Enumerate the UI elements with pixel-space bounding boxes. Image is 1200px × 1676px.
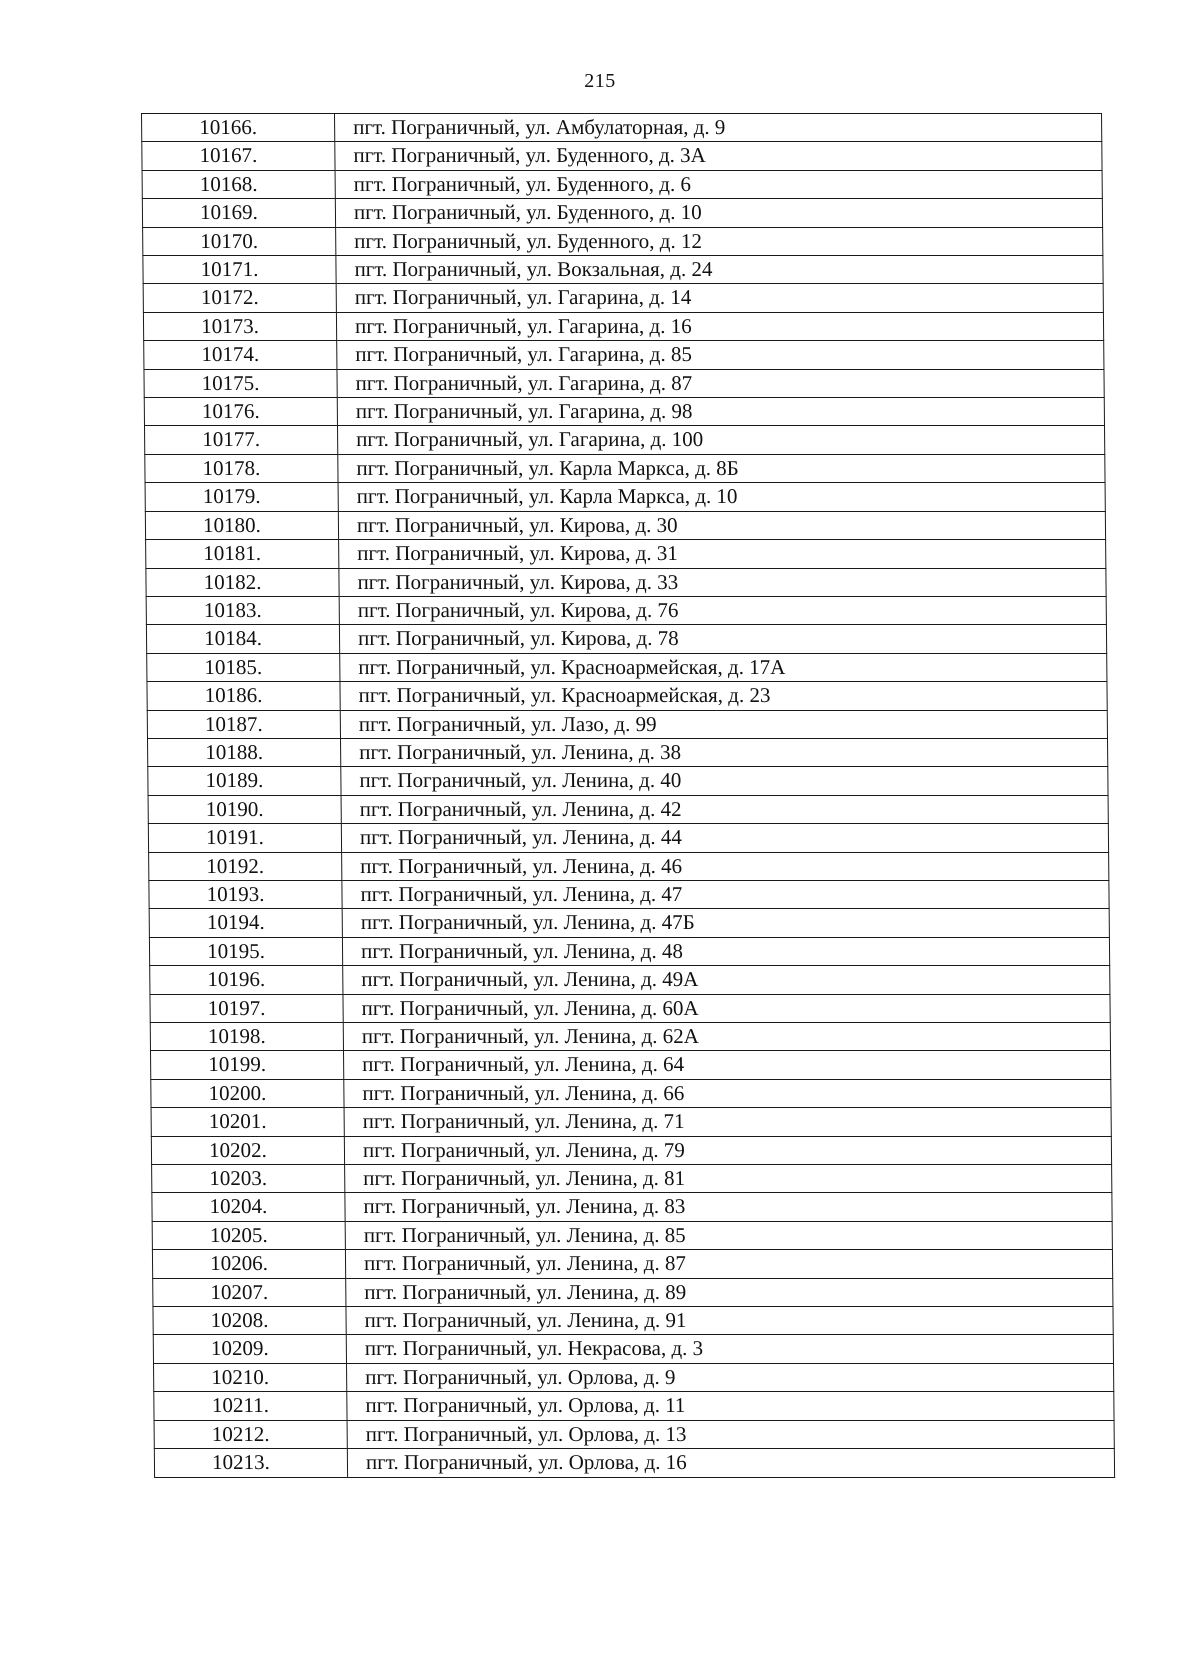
- row-number-cell: 10186.: [147, 682, 340, 710]
- row-number-cell: 10189.: [148, 767, 341, 795]
- table-row: [154, 1392, 1114, 1420]
- address-cell: пгт. Пограничный, ул. Орлова, д. 9: [347, 1363, 1114, 1391]
- address-cell: пгт. Пограничный, ул. Гагарина, д. 100: [338, 426, 1105, 454]
- row-number-cell: 10200.: [151, 1079, 344, 1107]
- table-row: [145, 426, 1105, 454]
- table-row: [149, 852, 1109, 880]
- row-number-cell: 10174.: [144, 341, 337, 369]
- row-number-cell: 10172.: [143, 284, 336, 312]
- address-cell: пгт. Пограничный, ул. Ленина, д. 47Б: [342, 909, 1109, 937]
- address-cell: пгт. Пограничный, ул. Ленина, д. 87: [345, 1250, 1112, 1278]
- address-cell: пгт. Пограничный, ул. Гагарина, д. 87: [337, 369, 1104, 397]
- address-cell: пгт. Пограничный, ул. Карла Маркса, д. 8Б: [338, 454, 1105, 482]
- row-number-cell: 10208.: [153, 1307, 346, 1335]
- table-row: [142, 170, 1102, 198]
- address-cell: пгт. Пограничный, ул. Гагарина, д. 85: [337, 341, 1104, 369]
- address-cell: пгт. Пограничный, ул. Кирова, д. 78: [339, 625, 1106, 653]
- row-number-cell: 10197.: [150, 994, 343, 1022]
- table-row: [153, 1335, 1113, 1363]
- table-row: [145, 454, 1105, 482]
- row-number-cell: 10196.: [150, 966, 343, 994]
- address-table-container: [141, 113, 1115, 1478]
- address-cell: пгт. Пограничный, ул. Карла Маркса, д. 10: [338, 483, 1105, 511]
- table-row: [146, 596, 1106, 624]
- row-number-cell: 10205.: [152, 1221, 345, 1249]
- table-row: [143, 312, 1103, 340]
- table-row: [153, 1278, 1113, 1306]
- table-row: [152, 1250, 1112, 1278]
- table-row: [146, 568, 1106, 596]
- address-cell: пгт. Пограничный, ул. Буденного, д. 3А: [335, 142, 1102, 170]
- address-table-body: [142, 114, 1115, 1478]
- address-cell: пгт. Пограничный, ул. Амбулаторная, д. 9: [335, 114, 1102, 142]
- table-row: [147, 710, 1107, 738]
- table-row: [147, 653, 1107, 681]
- row-number-cell: 10178.: [145, 454, 338, 482]
- row-number-cell: 10169.: [142, 199, 335, 227]
- row-number-cell: 10195.: [149, 937, 342, 965]
- address-cell: пгт. Пограничный, ул. Ленина, д. 71: [344, 1108, 1111, 1136]
- row-number-cell: 10212.: [154, 1420, 347, 1448]
- table-row: [145, 483, 1105, 511]
- row-number-cell: 10181.: [146, 540, 339, 568]
- address-cell: пгт. Пограничный, ул. Лазо, д. 99: [340, 710, 1107, 738]
- row-number-cell: 10179.: [145, 483, 338, 511]
- table-row: [150, 994, 1110, 1022]
- table-row: [143, 284, 1103, 312]
- address-cell: пгт. Пограничный, ул. Ленина, д. 48: [342, 937, 1109, 965]
- address-cell: пгт. Пограничный, ул. Ленина, д. 62А: [343, 1023, 1110, 1051]
- table-row: [144, 398, 1104, 426]
- address-cell: пгт. Пограничный, ул. Ленина, д. 89: [346, 1278, 1113, 1306]
- row-number-cell: 10210.: [154, 1363, 347, 1391]
- address-cell: пгт. Пограничный, ул. Буденного, д. 6: [335, 170, 1102, 198]
- row-number-cell: 10192.: [149, 852, 342, 880]
- address-cell: пгт. Пограничный, ул. Кирова, д. 30: [338, 511, 1105, 539]
- row-number-cell: 10180.: [145, 511, 338, 539]
- row-number-cell: 10198.: [150, 1023, 343, 1051]
- row-number-cell: 10167.: [142, 142, 335, 170]
- address-cell: пгт. Пограничный, ул. Гагарина, д. 14: [336, 284, 1103, 312]
- table-row: [151, 1079, 1111, 1107]
- address-cell: пгт. Пограничный, ул. Орлова, д. 16: [347, 1449, 1114, 1477]
- row-number-cell: 10173.: [143, 312, 336, 340]
- table-row: [148, 795, 1108, 823]
- table-row: [146, 625, 1106, 653]
- table-row: [148, 738, 1108, 766]
- table-row: [142, 142, 1102, 170]
- address-cell: пгт. Пограничный, ул. Ленина, д. 60А: [343, 994, 1110, 1022]
- row-number-cell: 10190.: [148, 795, 341, 823]
- address-cell: пгт. Пограничный, ул. Вокзальная, д. 24: [336, 256, 1103, 284]
- row-number-cell: 10171.: [143, 256, 336, 284]
- row-number-cell: 10170.: [143, 227, 336, 255]
- row-number-cell: 10187.: [147, 710, 340, 738]
- address-cell: пгт. Пограничный, ул. Буденного, д. 10: [335, 199, 1102, 227]
- table-row: [152, 1165, 1112, 1193]
- address-cell: пгт. Пограничный, ул. Ленина, д. 47: [342, 880, 1109, 908]
- row-number-cell: 10176.: [144, 398, 337, 426]
- row-number-cell: 10201.: [151, 1108, 344, 1136]
- row-number-cell: 10191.: [148, 824, 341, 852]
- address-cell: пгт. Пограничный, ул. Красноармейская, д. 23: [340, 682, 1107, 710]
- address-cell: пгт. Пограничный, ул. Некрасова, д. 3: [346, 1335, 1113, 1363]
- address-cell: пгт. Пограничный, ул. Ленина, д. 38: [341, 738, 1108, 766]
- table-row: [142, 199, 1102, 227]
- table-row: [149, 880, 1109, 908]
- table-row: [151, 1108, 1111, 1136]
- address-cell: пгт. Пограничный, ул. Ленина, д. 64: [344, 1051, 1111, 1079]
- address-cell: пгт. Пограничный, ул. Ленина, д. 40: [341, 767, 1108, 795]
- table-row: [154, 1420, 1114, 1448]
- table-row: [148, 824, 1108, 852]
- address-cell: пгт. Пограничный, ул. Гагарина, д. 16: [336, 312, 1103, 340]
- row-number-cell: 10204.: [152, 1193, 345, 1221]
- row-number-cell: 10209.: [153, 1335, 346, 1363]
- row-number-cell: 10211.: [154, 1392, 347, 1420]
- address-cell: пгт. Пограничный, ул. Буденного, д. 12: [336, 227, 1103, 255]
- row-number-cell: 10188.: [148, 738, 341, 766]
- address-cell: пгт. Пограничный, ул. Ленина, д. 49А: [343, 966, 1110, 994]
- address-cell: пгт. Пограничный, ул. Ленина, д. 42: [341, 795, 1108, 823]
- address-cell: пгт. Пограничный, ул. Ленина, д. 91: [346, 1307, 1113, 1335]
- row-number-cell: 10184.: [146, 625, 339, 653]
- table-row: [143, 227, 1103, 255]
- page-number: 215: [584, 70, 616, 92]
- table-row: [152, 1221, 1112, 1249]
- table-row: [154, 1449, 1114, 1477]
- table-row: [144, 341, 1104, 369]
- address-cell: пгт. Пограничный, ул. Ленина, д. 83: [345, 1193, 1112, 1221]
- address-cell: пгт. Пограничный, ул. Ленина, д. 79: [344, 1136, 1111, 1164]
- row-number-cell: 10193.: [149, 880, 342, 908]
- address-cell: пгт. Пограничный, ул. Ленина, д. 85: [345, 1221, 1112, 1249]
- table-row: [153, 1307, 1113, 1335]
- address-cell: пгт. Пограничный, ул. Кирова, д. 31: [339, 540, 1106, 568]
- row-number-cell: 10185.: [147, 653, 340, 681]
- row-number-cell: 10168.: [142, 170, 335, 198]
- row-number-cell: 10166.: [142, 114, 335, 142]
- table-row: [143, 256, 1103, 284]
- row-number-cell: 10206.: [152, 1250, 345, 1278]
- address-table: [141, 113, 1115, 1478]
- address-cell: пгт. Пограничный, ул. Гагарина, д. 98: [337, 398, 1104, 426]
- address-cell: пгт. Пограничный, ул. Ленина, д. 44: [341, 824, 1108, 852]
- row-number-cell: 10207.: [153, 1278, 346, 1306]
- row-number-cell: 10177.: [145, 426, 338, 454]
- address-cell: пгт. Пограничный, ул. Ленина, д. 66: [344, 1079, 1111, 1107]
- table-row: [150, 1023, 1110, 1051]
- table-row: [151, 1051, 1111, 1079]
- table-row: [149, 909, 1109, 937]
- row-number-cell: 10183.: [146, 596, 339, 624]
- table-row: [152, 1193, 1112, 1221]
- row-number-cell: 10194.: [149, 909, 342, 937]
- address-cell: пгт. Пограничный, ул. Красноармейская, д. 17А: [340, 653, 1107, 681]
- row-number-cell: 10213.: [154, 1449, 347, 1477]
- table-row: [145, 511, 1105, 539]
- row-number-cell: 10175.: [144, 369, 337, 397]
- address-cell: пгт. Пограничный, ул. Орлова, д. 13: [347, 1420, 1114, 1448]
- table-row: [149, 937, 1109, 965]
- table-row: [144, 369, 1104, 397]
- address-cell: пгт. Пограничный, ул. Кирова, д. 76: [339, 596, 1106, 624]
- row-number-cell: 10182.: [146, 568, 339, 596]
- table-row: [147, 682, 1107, 710]
- table-row: [150, 966, 1110, 994]
- table-row: [154, 1363, 1114, 1391]
- table-row: [146, 540, 1106, 568]
- row-number-cell: 10199.: [151, 1051, 344, 1079]
- address-cell: пгт. Пограничный, ул. Орлова, д. 11: [347, 1392, 1114, 1420]
- address-cell: пгт. Пограничный, ул. Ленина, д. 46: [342, 852, 1109, 880]
- address-cell: пгт. Пограничный, ул. Ленина, д. 81: [345, 1165, 1112, 1193]
- row-number-cell: 10202.: [151, 1136, 344, 1164]
- table-row: [142, 114, 1102, 142]
- table-row: [148, 767, 1108, 795]
- row-number-cell: 10203.: [152, 1165, 345, 1193]
- table-row: [151, 1136, 1111, 1164]
- address-cell: пгт. Пограничный, ул. Кирова, д. 33: [339, 568, 1106, 596]
